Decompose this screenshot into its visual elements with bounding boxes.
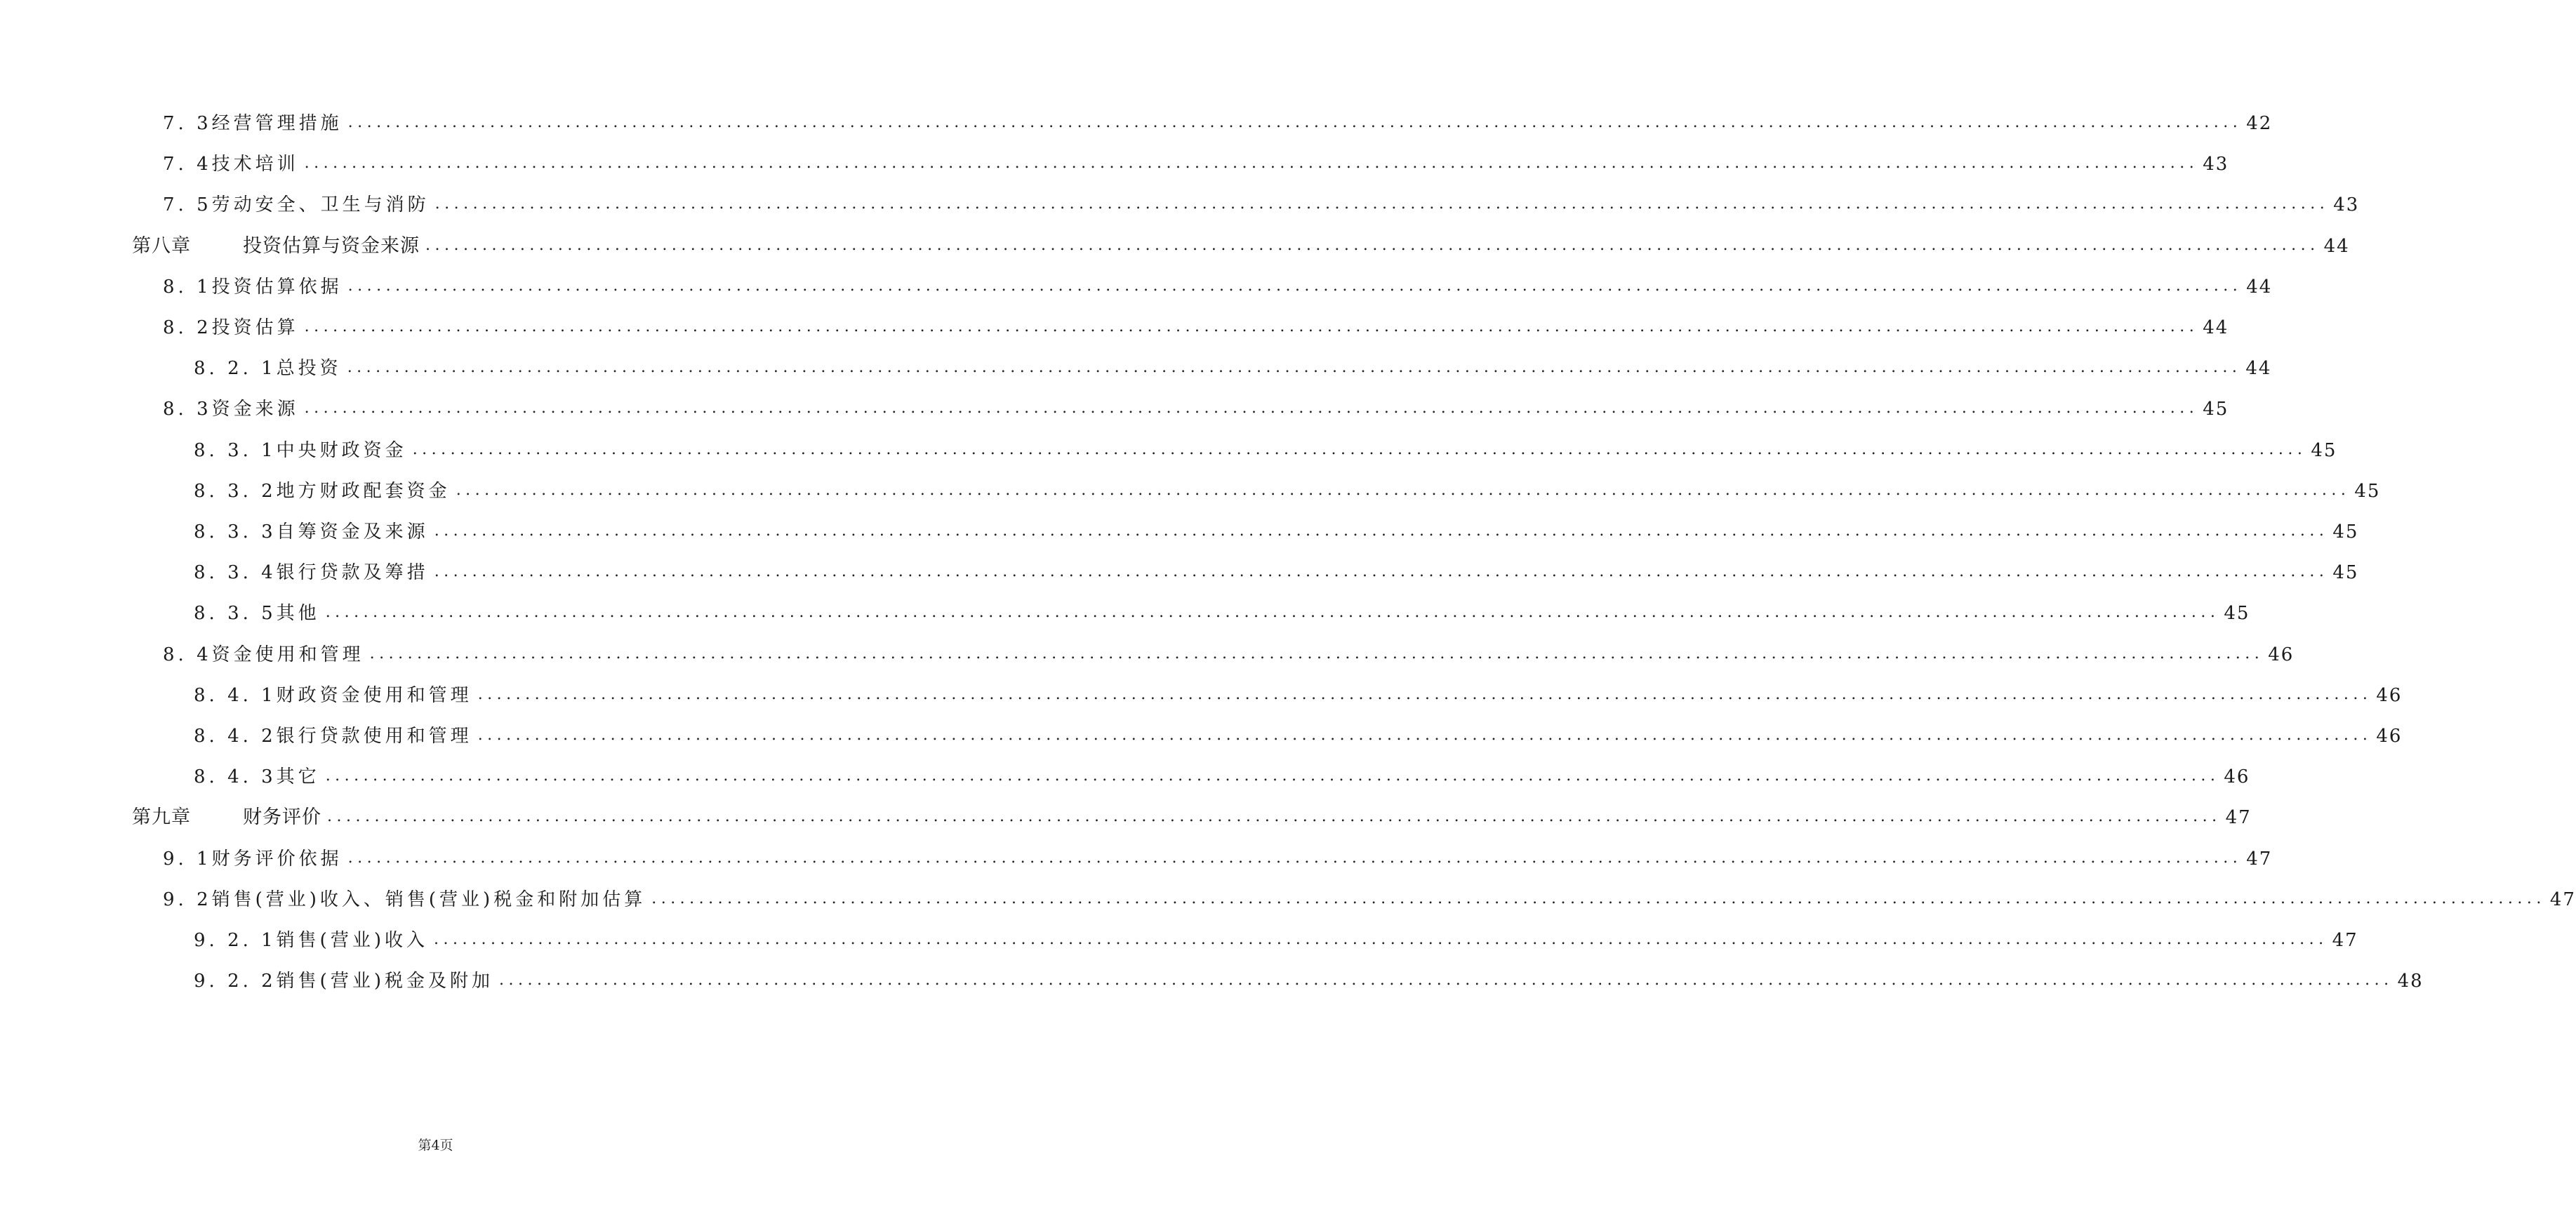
toc-dot-leader: ........................................................................................................................................................................................................	[412, 440, 2307, 458]
toc-entry-title: 8. 3资金来源	[163, 399, 299, 420]
toc-page-number: 42	[2246, 113, 2273, 134]
toc-entry	[194, 926, 2358, 954]
toc-dot-leader: ........................................................................................................................................................................................................	[304, 318, 2199, 335]
toc-page-number: 45	[2332, 562, 2359, 584]
toc-entry	[163, 191, 2360, 219]
toc-entry-title: 8. 4. 2银行贷款使用和管理	[194, 726, 472, 747]
toc-dot-leader: ........................................................................................................................................................................................................	[425, 236, 2320, 254]
toc-page-number: 47	[2332, 930, 2358, 951]
toc-entry-title: 8. 4. 3其它	[194, 766, 320, 788]
toc-dot-leader: ........................................................................................................................................................................................................	[433, 931, 2328, 948]
toc-dot-leader: ........................................................................................................................................................................................................	[347, 359, 2242, 377]
toc-dot-leader: ........................................................................................................................................................................................................	[347, 277, 2243, 295]
toc-entry	[163, 109, 2273, 138]
toc-entry	[163, 641, 2295, 669]
toc-entry	[163, 273, 2273, 301]
toc-page-number: 46	[2224, 766, 2250, 788]
toc-dot-leader: ........................................................................................................................................................................................................	[651, 889, 2546, 907]
toc-dot-leader: ........................................................................................................................................................................................................	[477, 685, 2372, 703]
toc-page-number: 44	[2323, 235, 2350, 257]
toc-entry-title: 9. 2. 1销售(营业)收入	[194, 930, 428, 951]
toc-page-number: 48	[2397, 971, 2424, 992]
toc-page-number: 45	[2203, 399, 2229, 420]
toc-entry-title: 8. 3. 5其他	[194, 603, 320, 625]
toc-dot-leader: ........................................................................................................................................................................................................	[434, 522, 2329, 540]
toc-dot-leader: ........................................................................................................................................................................................................	[456, 481, 2351, 499]
toc-entry-title: 7. 5劳动安全、卫生与消防	[163, 194, 430, 216]
toc-dot-leader: ........................................................................................................................................................................................................	[434, 563, 2329, 581]
toc-entry	[194, 354, 2272, 382]
toc-dot-leader: ........................................................................................................................................................................................................	[327, 808, 2222, 826]
toc-page-number: 47	[2225, 807, 2252, 829]
toc-entry	[163, 314, 2229, 342]
toc-entry	[194, 559, 2359, 587]
toc-entry	[163, 395, 2229, 423]
toc-entry	[194, 967, 2424, 995]
toc-page-number: 45	[2311, 439, 2337, 461]
toc-entry-title: 8. 4资金使用和管理	[163, 644, 364, 665]
toc-entry-title: 8. 4. 1财政资金使用和管理	[194, 684, 472, 706]
toc-entry	[194, 681, 2403, 710]
toc-entry	[194, 518, 2359, 546]
toc-entry-title	[132, 804, 321, 832]
toc-dot-leader: ........................................................................................................................................................................................................	[347, 849, 2243, 867]
toc-entry-title: 8. 3. 3自筹资金及来源	[194, 521, 429, 543]
toc-dot-leader: ........................................................................................................................................................................................................	[325, 767, 2220, 785]
page-number-footer: 第4页	[418, 1138, 453, 1153]
toc-entry-title: 8. 2. 1总投资	[194, 358, 342, 380]
toc-entry-title: 8. 3. 4银行贷款及筹措	[194, 562, 429, 584]
toc-chapter-label: 第八章	[132, 234, 191, 257]
toc-entry-title: 9. 2销售(营业)收入、销售(营业)税金和附加估算	[163, 889, 646, 910]
toc-page-number: 46	[2268, 644, 2295, 665]
toc-dot-leader: ........................................................................................................................................................................................................	[304, 154, 2199, 173]
toc-entry-title: 8. 3. 1中央财政资金	[194, 439, 407, 461]
toc-dot-leader: ........................................................................................................................................................................................................	[347, 114, 2243, 131]
toc-page-number: 44	[2245, 358, 2272, 380]
toc-entry	[163, 886, 2576, 914]
toc-entry-title: 8. 2投资估算	[163, 317, 299, 338]
toc-entry	[194, 437, 2337, 465]
toc-chapter-title: 财务评价	[243, 806, 321, 829]
toc-page-number: 46	[2376, 726, 2403, 747]
toc-chapter-label: 第九章	[132, 806, 191, 829]
toc-entry	[163, 845, 2273, 873]
toc-page-number: 47	[2549, 889, 2576, 910]
toc-dot-leader: ........................................................................................................................................................................................................	[369, 644, 2264, 663]
toc-chapter-title: 投资估算与资金来源	[243, 234, 420, 257]
toc-entry-title: 9. 2. 2销售(营业)税金及附加	[194, 971, 493, 992]
toc-entry	[194, 599, 2250, 627]
toc-dot-leader: ........................................................................................................................................................................................................	[498, 971, 2394, 990]
toc-dot-leader: ........................................................................................................................................................................................................	[325, 604, 2220, 622]
toc-dot-leader: ........................................................................................................................................................................................................	[434, 195, 2330, 213]
toc-entry	[194, 763, 2250, 791]
toc-page-number: 45	[2224, 603, 2250, 625]
toc-entry-title: 8. 3. 2地方财政配套资金	[194, 480, 451, 502]
toc-entry-title: 9. 1财务评价依据	[163, 848, 343, 870]
toc-chapter-entry	[132, 804, 2252, 832]
toc-page-number: 45	[2332, 521, 2359, 543]
toc-page-number: 44	[2203, 317, 2229, 338]
toc-page-number: 45	[2354, 480, 2381, 502]
toc-page-number: 46	[2376, 684, 2403, 706]
toc-entry-title: 7. 4技术培训	[163, 154, 299, 175]
toc-entry	[194, 722, 2403, 750]
toc-entry	[163, 150, 2229, 178]
toc-page-number: 47	[2246, 848, 2273, 870]
toc-dot-leader: ........................................................................................................................................................................................................	[304, 399, 2199, 418]
toc-dot-leader: ........................................................................................................................................................................................................	[477, 726, 2372, 744]
toc-entry	[194, 477, 2381, 505]
toc-entry-title: 7. 3经营管理措施	[163, 113, 343, 134]
toc-page-number: 44	[2246, 276, 2273, 298]
toc-chapter-entry	[132, 232, 2350, 260]
toc-page-number: 43	[2203, 154, 2229, 175]
toc-page-number: 43	[2333, 194, 2360, 216]
toc-entry-title: 8. 1投资估算依据	[163, 276, 343, 298]
toc-entry-title	[132, 232, 420, 260]
